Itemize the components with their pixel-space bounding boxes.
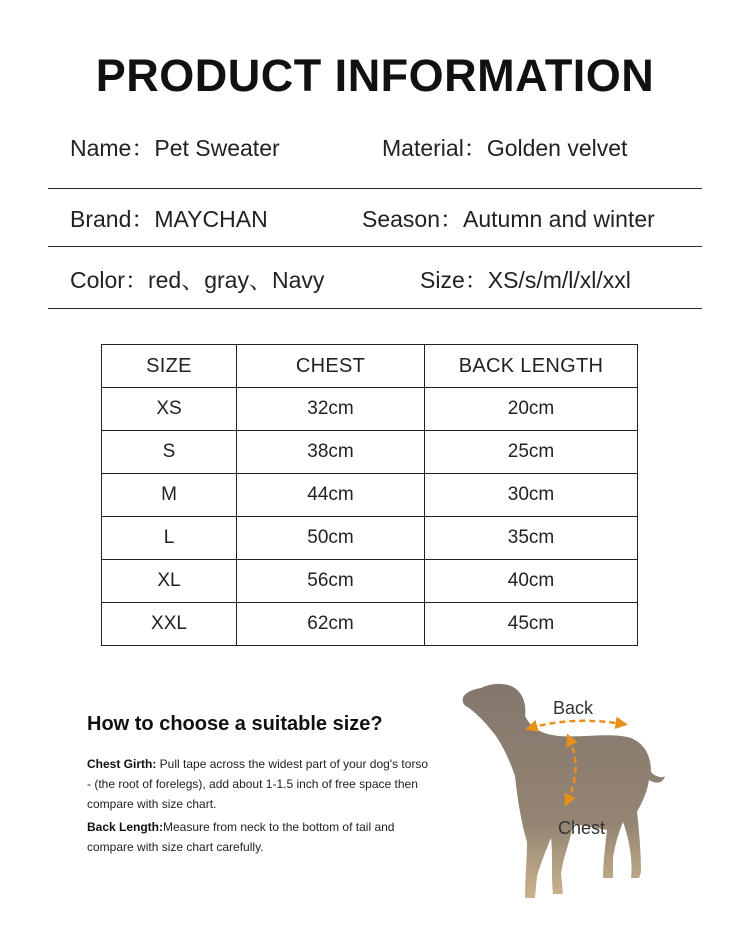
info-row-brand <box>48 188 702 247</box>
cell-back-length: 25cm <box>425 431 638 474</box>
back-arrow <box>530 721 623 728</box>
chest-label: Chest <box>558 818 606 838</box>
back-label: Back <box>553 698 594 718</box>
chest-girth-instructions <box>87 754 432 814</box>
product-season: Season：Autumn and winter <box>362 206 655 232</box>
cell-chest: 38cm <box>237 431 425 474</box>
info-row-color <box>48 246 702 309</box>
back-length-label: Back Length: <box>87 820 164 834</box>
product-size: Size：XS/s/m/l/xl/xxl <box>420 267 631 293</box>
header-chest: CHEST <box>237 345 425 388</box>
cell-chest: 32cm <box>237 388 425 431</box>
table-row <box>102 431 638 474</box>
back-length-instructions <box>87 817 432 857</box>
page-title: PRODUCT INFORMATION <box>95 50 655 101</box>
cell-size: M <box>102 474 237 517</box>
cell-chest: 44cm <box>237 474 425 517</box>
table-row <box>102 388 638 431</box>
cell-back-length: 30cm <box>425 474 638 517</box>
product-brand: Brand：MAYCHAN <box>70 206 268 232</box>
cell-chest: 56cm <box>237 560 425 603</box>
chest-girth-label: Chest Girth: <box>87 757 157 771</box>
cell-back-length: 20cm <box>425 388 638 431</box>
product-material: Material：Golden velvet <box>382 135 628 161</box>
product-name: Name：Pet Sweater <box>70 135 280 161</box>
table-row <box>102 474 638 517</box>
howto-title: How to choose a suitable size? <box>87 713 383 735</box>
cell-chest: 50cm <box>237 517 425 560</box>
cell-size: S <box>102 431 237 474</box>
cell-chest: 62cm <box>237 603 425 646</box>
table-row <box>102 603 638 646</box>
cell-size: XL <box>102 560 237 603</box>
cell-size: XS <box>102 388 237 431</box>
cell-back-length: 45cm <box>425 603 638 646</box>
size-chart-table <box>101 344 638 646</box>
product-color: Color：red、gray、Navy <box>70 267 325 293</box>
cell-back-length: 35cm <box>425 517 638 560</box>
info-row-name <box>48 130 702 189</box>
header-size: SIZE <box>102 345 237 388</box>
cell-back-length: 40cm <box>425 560 638 603</box>
header-back-length: BACK LENGTH <box>425 345 638 388</box>
cell-size: XXL <box>102 603 237 646</box>
chest-girth-text: Pull tape across the widest part of your dog's torso - (the root of forelegs), add about 1-1.5 inch of free space then compare with size chart. <box>87 757 429 811</box>
cell-size: L <box>102 517 237 560</box>
back-length-text: Measure from neck to the bottom of tail and compare with size chart carefully. <box>87 820 395 854</box>
table-row <box>102 517 638 560</box>
table-header-row <box>102 345 638 388</box>
table-row <box>102 560 638 603</box>
